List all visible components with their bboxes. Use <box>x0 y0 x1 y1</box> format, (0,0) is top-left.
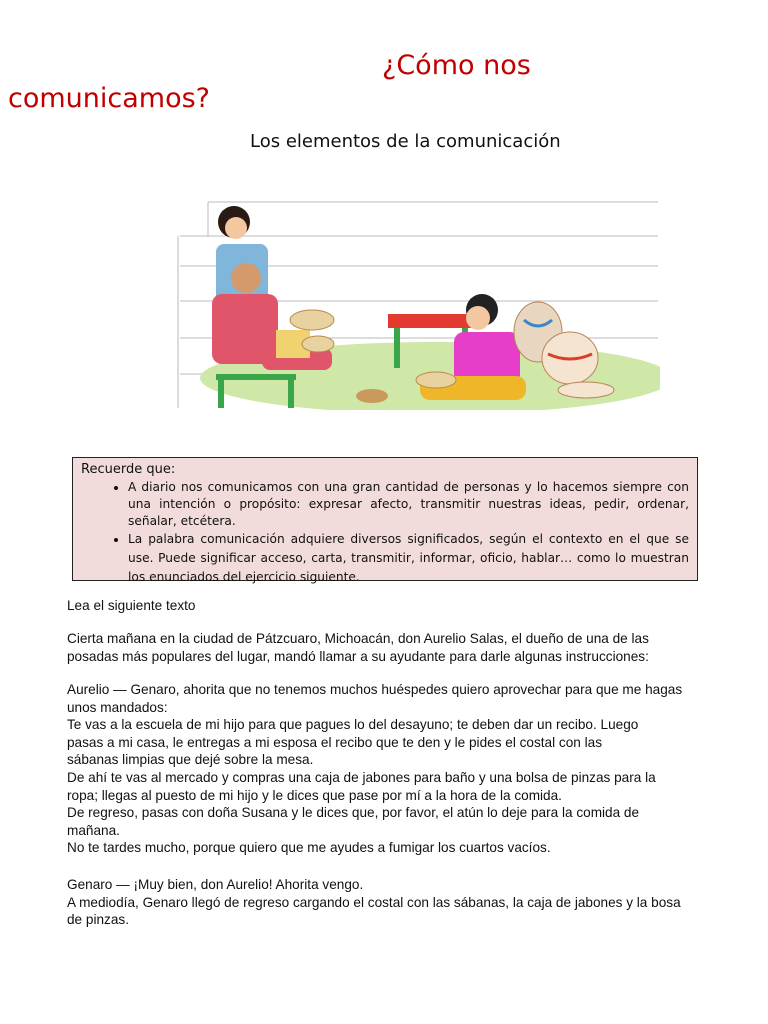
text-line: De regreso, pasas con doña Susana y le dices que, por favor, el atún lo deje para la comida de <box>67 805 640 821</box>
text-line: posadas más populares del lugar, mandó llamar a su ayudante para darle algunas instrucciones: <box>67 648 649 664</box>
title-line-2: comunicamos? <box>8 83 210 114</box>
text-line: Genaro — ¡Muy bien, don Aurelio! Ahorita vengo. <box>67 877 364 892</box>
text-line: De ahí te vas al mercado y compras una caja de jabones para baño y una bolsa de pinzas para la <box>67 769 656 785</box>
text-line: sábanas limpias que dejé sobre la mesa. <box>67 752 314 768</box>
genaro-dialogue <box>67 876 717 929</box>
recuerde-box <box>72 457 698 584</box>
aurelio-dialogue <box>67 681 717 857</box>
text-line: A mediodía, Genaro llegó de regreso cargando el costal con las sábanas, la caja de jabones y la bosa <box>67 894 681 910</box>
recuerde-list <box>81 479 689 587</box>
text-line: Te vas a la escuela de mi hijo para que pagues lo del desayuno; te deben dar un recibo. Luego <box>67 717 639 733</box>
lea-instruction: Lea el siguiente texto <box>67 598 196 613</box>
subtitle: Los elementos de la comunicación <box>250 131 561 152</box>
text-line: pasas a mi casa, le entregas a mi esposa el recibo que te den y le pides el costal con las <box>67 734 602 750</box>
list-item: • La palabra comunicación adquiere diversos significados, según el contexto en el que se use. Puede significar acceso, carta, transmitir, informar, oficio, hablar… como lo muestran los enunciados del ejercicio siguiente. <box>128 530 689 587</box>
text-line: No te tardes mucho, porque quiero que me ayudes a fumigar los cuartos vacíos. <box>67 840 551 856</box>
text-line: unos mandados: <box>67 699 168 715</box>
recuerde-heading: Recuerde que: <box>81 462 176 477</box>
text-line: mañana. <box>67 822 120 838</box>
intro-paragraph <box>67 630 717 665</box>
text-line: ropa; llegas al puesto de mi hijo y le dices que pase por mí a la hora de la comida. <box>67 787 562 803</box>
title-line-1: ¿Cómo nos <box>382 50 531 81</box>
text-line: Cierta mañana en la ciudad de Pátzcuaro, Michoacán, don Aurelio Salas, el dueño de una de las <box>67 631 649 646</box>
list-item: • A diario nos comunicamos con una gran cantidad de personas y lo hacemos siempre con una intención o propósito: expresar afecto, transmitir nuestras ideas, pedir, ordenar, señalar, etcétera. <box>128 479 689 530</box>
text-line: Aurelio — Genaro, ahorita que no tenemos muchos huéspedes quiero aprovechar para que me hagas <box>67 682 683 697</box>
text-line: de pinzas. <box>67 912 129 928</box>
family-communication-illustration-icon <box>176 198 660 410</box>
